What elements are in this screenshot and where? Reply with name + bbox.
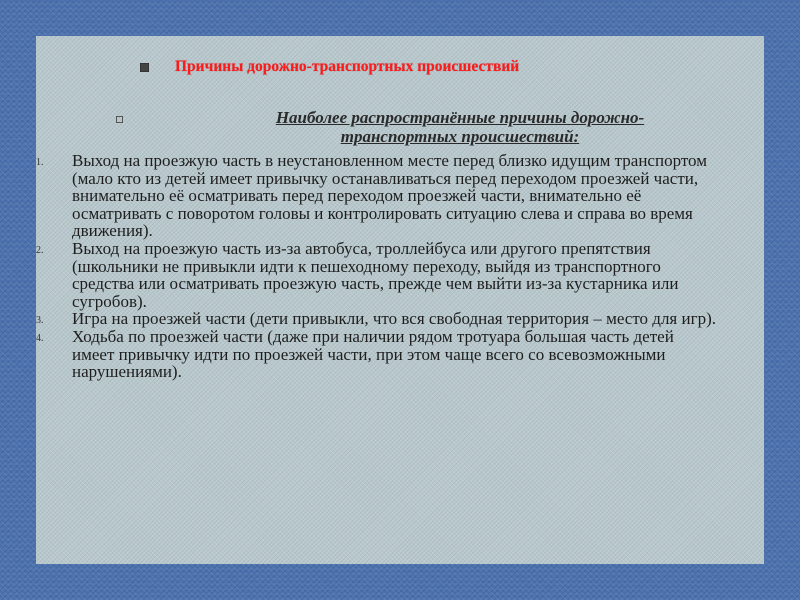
list-item-number: 2. xyxy=(36,244,44,256)
list-item xyxy=(0,152,760,240)
list-item-text: Выход на проезжую часть в неустановленном месте перед близко идущим транспортом (мало кто из детей имеет привычку останавливаться перед переходом проезжей части, внимательно её осматривать перед переходом проезжей части, внимательно её осматривать с поворотом головы и контролировать ситуацию слева и справа во время движения). xyxy=(72,151,707,241)
square-bullet-icon xyxy=(116,116,123,123)
slide-subtitle: Наиболее распространённые причины дорожно-транспортных происшествий: xyxy=(275,108,645,146)
causes-list xyxy=(0,152,760,381)
list-item-text: Игра на проезжей части (дети привыкли, что вся свободная территория – место для игр). xyxy=(72,309,716,329)
list-item-text: Выход на проезжую часть из-за автобуса, троллейбуса или другого препятствия (школьники не привыкли идти к пешеходному переходу, выйдя из транспортного средства или осматривать проезжую часть, прежде чем выйти из-за кустарника или сугробов). xyxy=(72,238,679,311)
list-item-text: Ходьба по проезжей части (даже при наличии рядом тротуара большая часть детей имеет привычку идти по проезжей части, при этом чаще всего со всевозможными нарушениями). xyxy=(72,326,674,382)
square-bullet-icon xyxy=(140,63,149,72)
list-item xyxy=(0,328,760,381)
list-item xyxy=(0,240,760,310)
list-item xyxy=(0,310,760,328)
list-item-number: 3. xyxy=(36,315,44,327)
subtitle-row xyxy=(110,108,710,146)
title-row xyxy=(140,58,740,76)
list-item-number: 1. xyxy=(36,157,44,168)
slide-title: Причины дорожно-транспортных происшествий xyxy=(175,58,520,75)
list-item-number: 4. xyxy=(36,332,44,344)
